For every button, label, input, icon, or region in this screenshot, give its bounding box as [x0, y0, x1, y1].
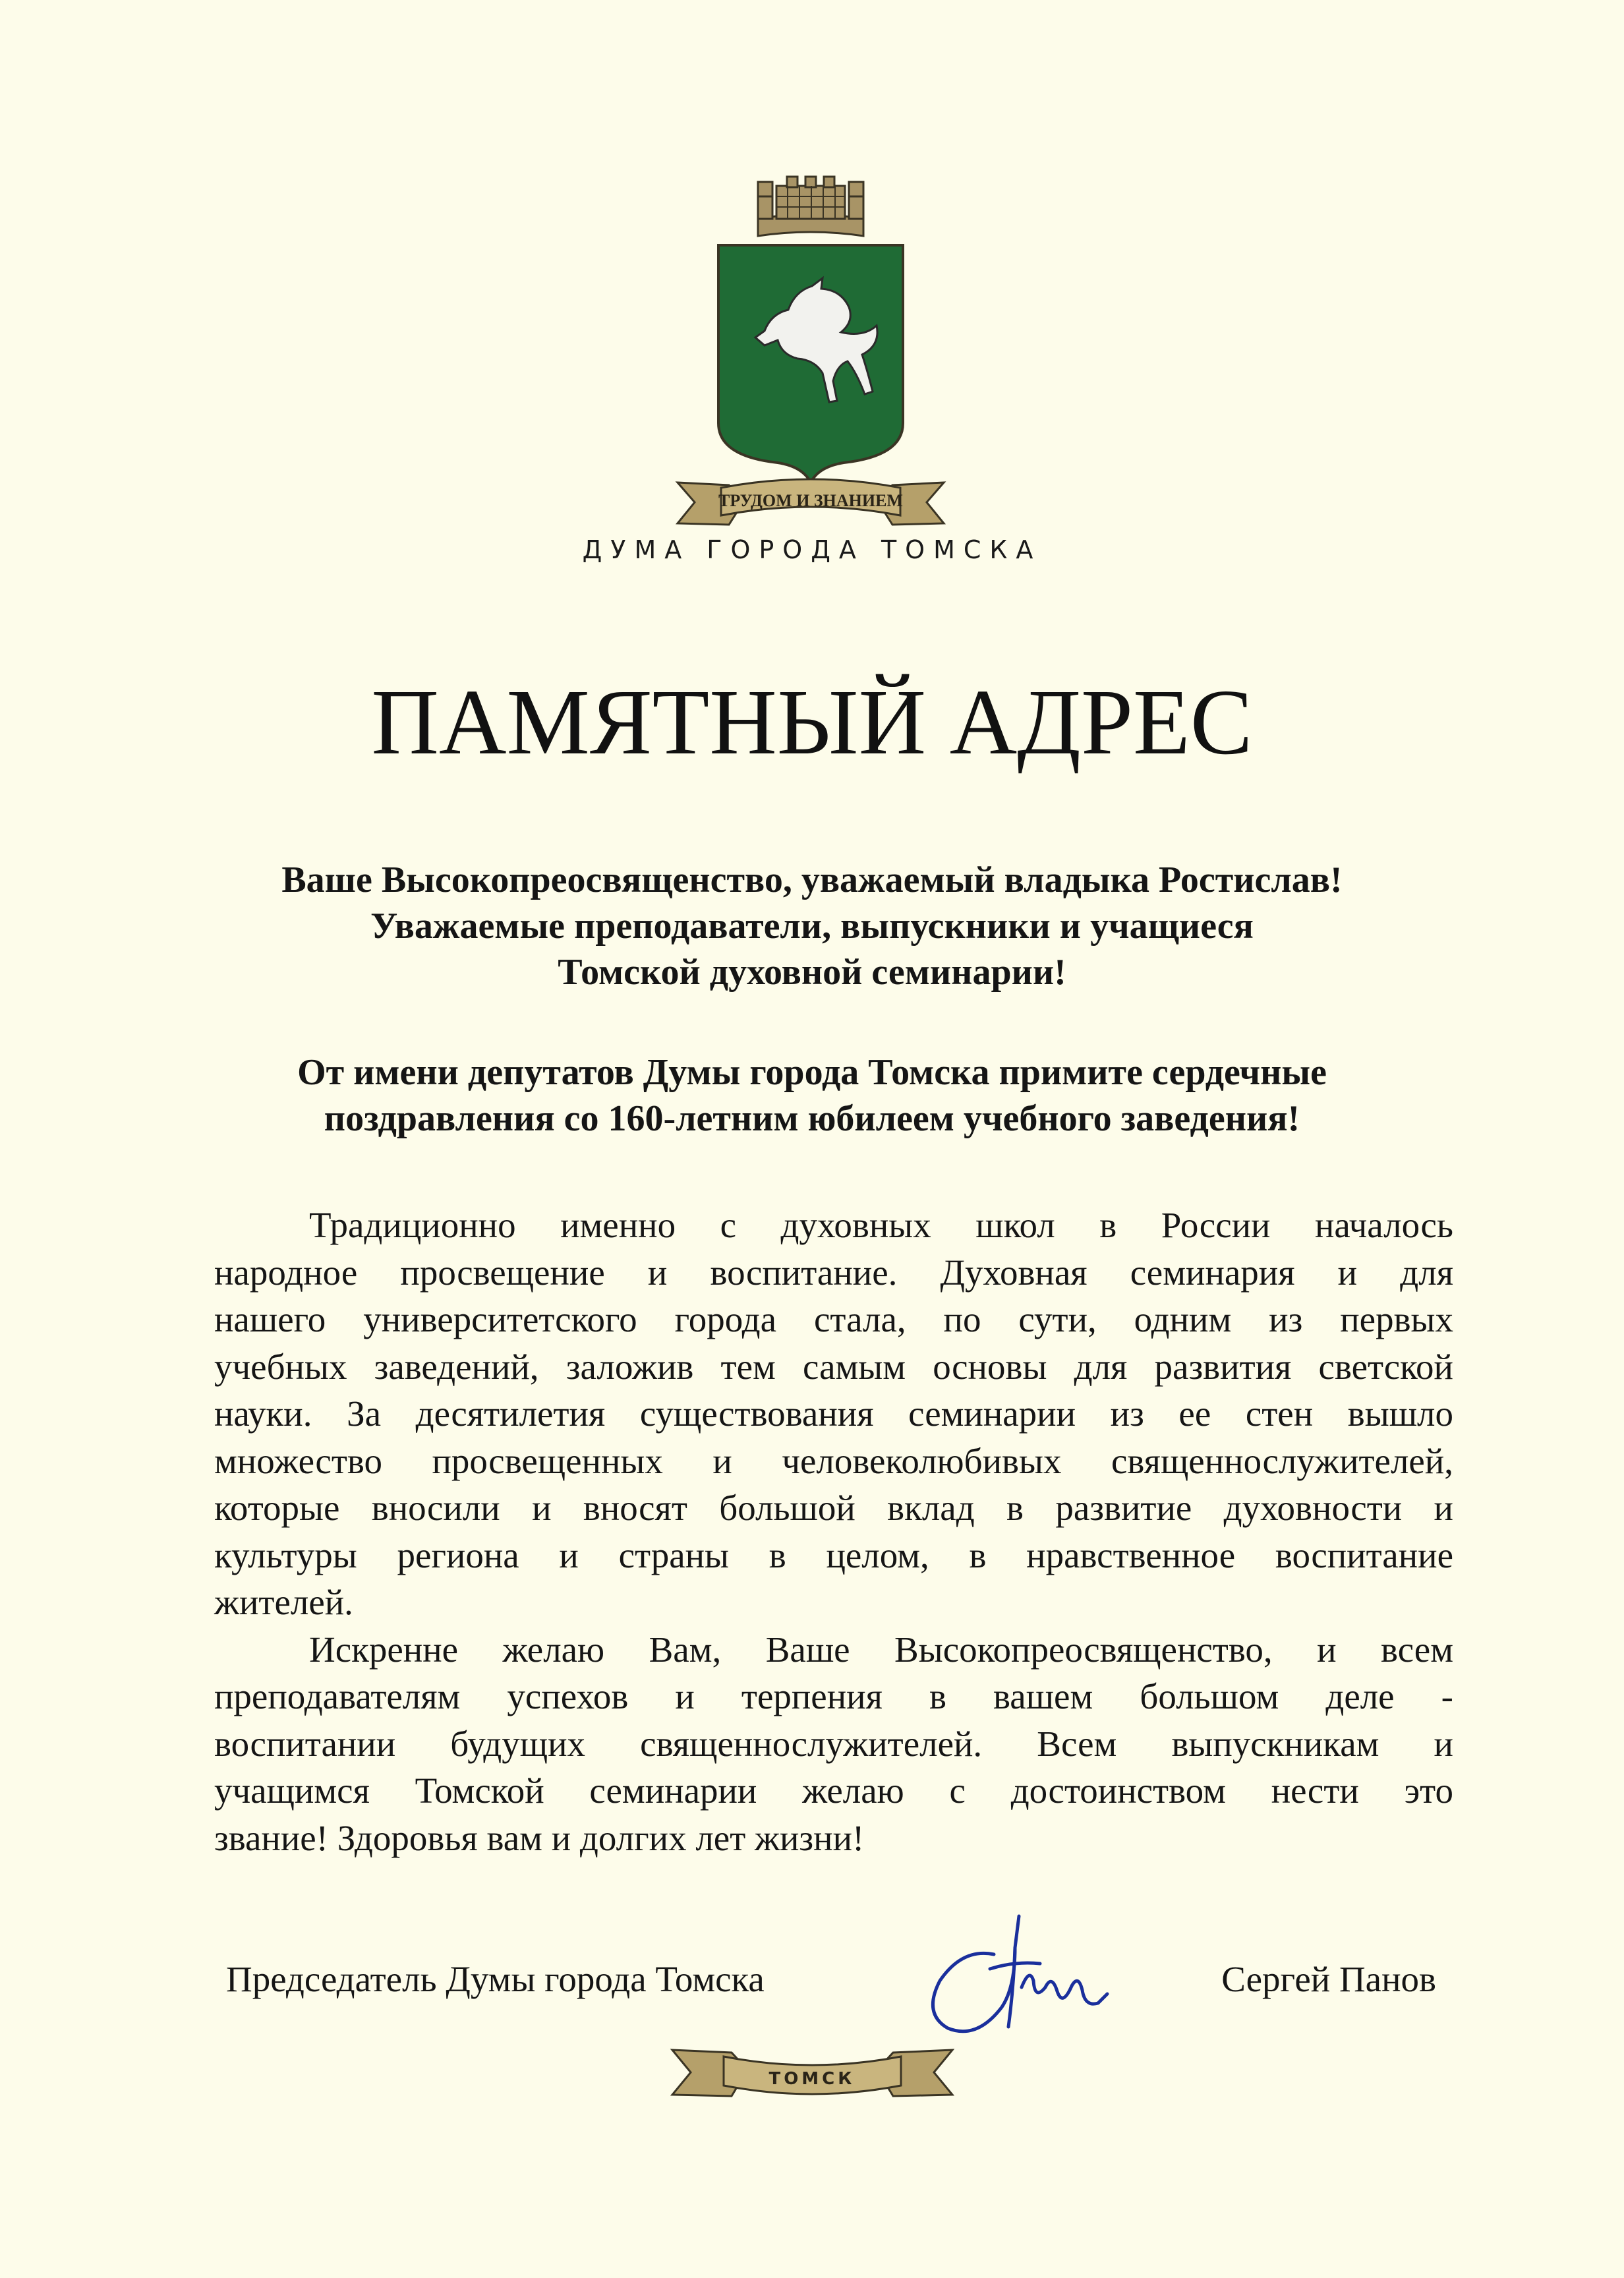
congratulation-line: От имени депутатов Думы города Томска примите сердечные: [297, 1052, 1327, 1093]
body-line: учебных заведений, заложив тем самым основы для развития светской: [214, 1346, 1453, 1387]
greeting-line: Томской духовной семинарии!: [558, 952, 1066, 993]
body-text: [214, 1202, 1453, 1861]
body-line: звание! Здоровья вам и долгих лет жизни!: [214, 1817, 865, 1858]
body-line: жителей.: [214, 1582, 353, 1622]
body-line: культуры региона и страны в целом, в нравственное воспитание: [214, 1534, 1453, 1575]
body-line: народное просвещение и воспитание. Духовная семинария и для: [214, 1252, 1453, 1293]
body-line: воспитании будущих священнослужителей. Всем выпускникам и: [214, 1723, 1453, 1764]
organization-name: ДУМА ГОРОДА ТОМСКА: [582, 535, 1042, 564]
body-line: Традиционно именно с духовных школ в России началось: [309, 1205, 1453, 1245]
congratulation-line: поздравления со 160-летним юбилеем учебного заведения!: [324, 1098, 1300, 1139]
greeting-line: Ваше Высокопреосвященство, уважаемый владыка Ростислав!: [281, 860, 1343, 900]
body-line: учащимся Томской семинарии желаю с достоинством нести это: [214, 1770, 1453, 1811]
greeting-line: Уважаемые преподаватели, выпускники и учащиеся: [370, 906, 1254, 947]
body-line: множество просвещенных и человеколюбивых священнослужителей,: [214, 1440, 1453, 1481]
congratulation-block: [171, 1049, 1453, 1142]
tomsk-coat-of-arms-icon: [666, 173, 956, 539]
body-line: преподавателям успехов и терпения в вашем большом деле -: [214, 1676, 1453, 1716]
handwritten-signature: [916, 1908, 1114, 2043]
document-title: ПАМЯТНЫЙ АДРЕС: [371, 670, 1253, 774]
greeting-block: [171, 857, 1453, 995]
seal-label: ТОМСК: [768, 2069, 856, 2089]
body-line: науки. За десятилетия существования семинарии из ее стен вышло: [214, 1393, 1453, 1434]
signatory-name: Сергей Панов: [1221, 1959, 1436, 1999]
body-line: нашего университетского города стала, по сути, одним из первых: [214, 1299, 1453, 1339]
tomsk-ribbon-icon: [666, 2037, 959, 2109]
body-line: которые вносили и вносят большой вклад в развитие духовности и: [214, 1488, 1453, 1528]
motto-text: ТРУДОМ И ЗНАНИЕМ: [718, 491, 903, 510]
signatory-role: Председатель Думы города Томска: [226, 1959, 765, 1999]
body-line: Искренне желаю Вам, Ваше Высокопреосвященство, и всем: [309, 1629, 1453, 1670]
